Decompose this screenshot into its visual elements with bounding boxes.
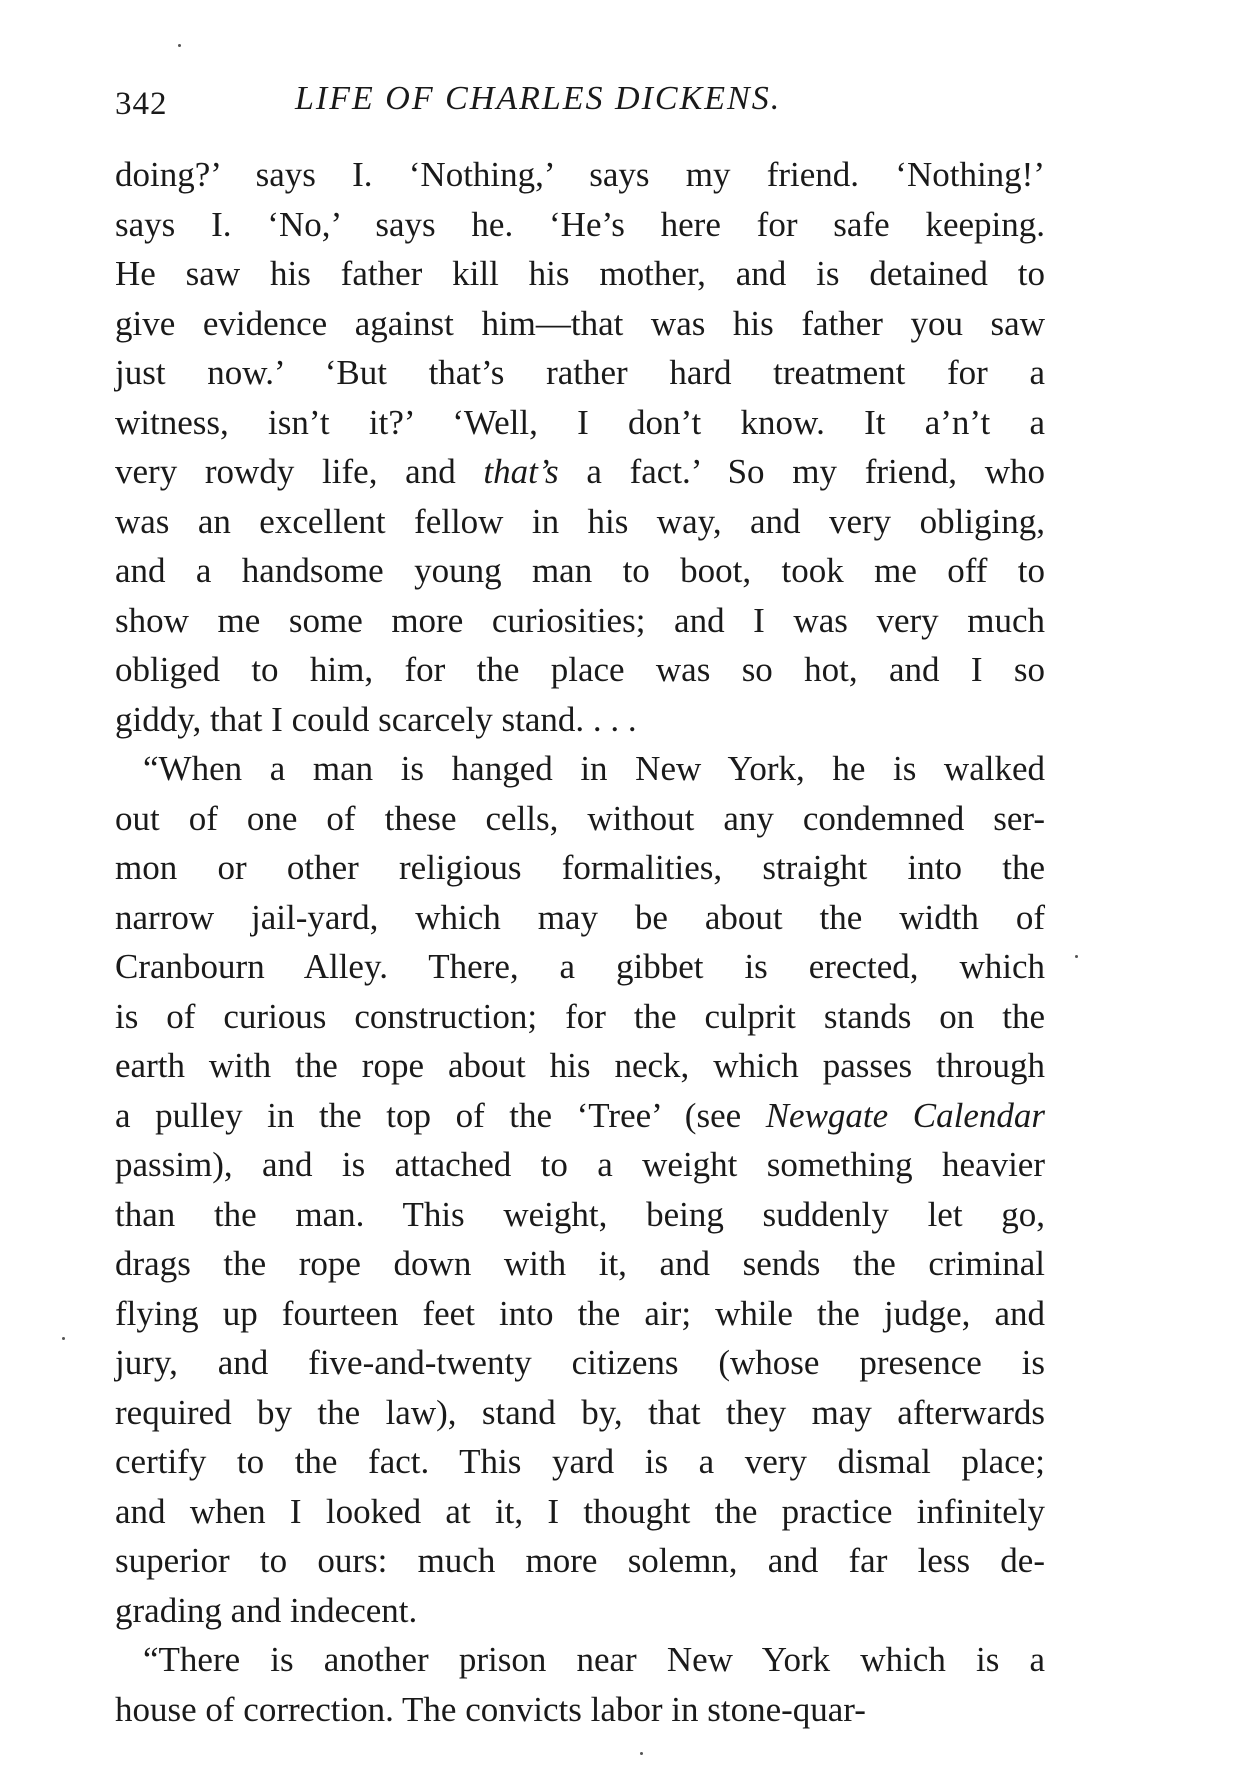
paragraph <box>115 1635 1045 1734</box>
text-line: than the man. This weight, being suddenly let go, <box>115 1194 1045 1234</box>
text-line: very rowdy life, and that’s a fact.’ So my friend, who <box>115 452 1046 491</box>
text-line: mon or other religious formalities, straight into the <box>115 848 1045 887</box>
text-line: just now.’ ‘But that’s rather hard treatment for a <box>115 353 1045 392</box>
body-text <box>115 150 1045 1734</box>
text-line: and when I looked at it, I thought the practice infinitely <box>115 1491 1045 1531</box>
text-line: show me some more curiosities; and I was very much <box>115 600 1045 640</box>
text-line: jury, and five-and-twenty citizens (whose presence is <box>115 1343 1045 1382</box>
text-line: is of curious construction; for the culprit stands on the <box>115 996 1045 1036</box>
text-line: out of one of these cells, without any condemned ser- <box>115 798 1045 838</box>
page-number: 342 <box>115 86 168 122</box>
text-line: He saw his father kill his mother, and is detained to <box>115 254 1045 293</box>
print-speck <box>178 44 181 47</box>
text-line: narrow jail-yard, which may be about the width of <box>115 897 1045 937</box>
text-line: required by the law), stand by, that they may afterwards <box>115 1392 1045 1432</box>
text-line: flying up fourteen feet into the air; while the judge, and <box>115 1293 1045 1333</box>
text-line: drags the rope down with it, and sends the criminal <box>115 1244 1045 1283</box>
print-speck <box>640 1752 643 1755</box>
text-line: “When a man is hanged in New York, he is walked <box>143 749 1045 788</box>
text-line: obliged to him, for the place was so hot, and I so <box>115 650 1045 689</box>
text-line: giddy, that I could scarcely stand. . . . <box>115 699 637 739</box>
text-line: witness, isn’t it?’ ‘Well, I don’t know. It a’n’t a <box>115 402 1045 442</box>
text-line: earth with the rope about his neck, which passes through <box>115 1046 1045 1085</box>
text-line: was an excellent fellow in his way, and very obliging, <box>115 501 1045 541</box>
text-line: a pulley in the top of the ‘Tree’ (see Newgate Calendar <box>115 1095 1045 1135</box>
text-line: “There is another prison near New York which is a <box>143 1640 1045 1679</box>
text-line: give evidence against him—that was his father you saw <box>115 303 1045 343</box>
text-line: Cranbourn Alley. There, a gibbet is erected, which <box>115 947 1045 986</box>
text-line: house of correction. The convicts labor in stone-quar- <box>115 1689 866 1729</box>
running-head <box>115 80 1055 130</box>
text-line: certify to the fact. This yard is a very dismal place; <box>115 1442 1045 1481</box>
text-line: says I. ‘No,’ says he. ‘He’s here for safe keeping. <box>115 204 1045 244</box>
text-line: doing?’ says I. ‘Nothing,’ says my friend. ‘Nothing!’ <box>115 155 1045 194</box>
print-speck <box>62 1337 65 1340</box>
print-speck <box>1075 955 1078 958</box>
text-line: and a handsome young man to boot, took me off to <box>115 551 1045 590</box>
paragraph <box>115 150 1045 744</box>
running-title: LIFE OF CHARLES DICKENS. <box>295 80 782 117</box>
text-line: superior to ours: much more solemn, and far less de- <box>115 1541 1045 1580</box>
paragraph <box>115 744 1045 1635</box>
text-line: passim), and is attached to a weight something heavier <box>115 1145 1045 1184</box>
text-line: grading and indecent. <box>115 1590 418 1630</box>
